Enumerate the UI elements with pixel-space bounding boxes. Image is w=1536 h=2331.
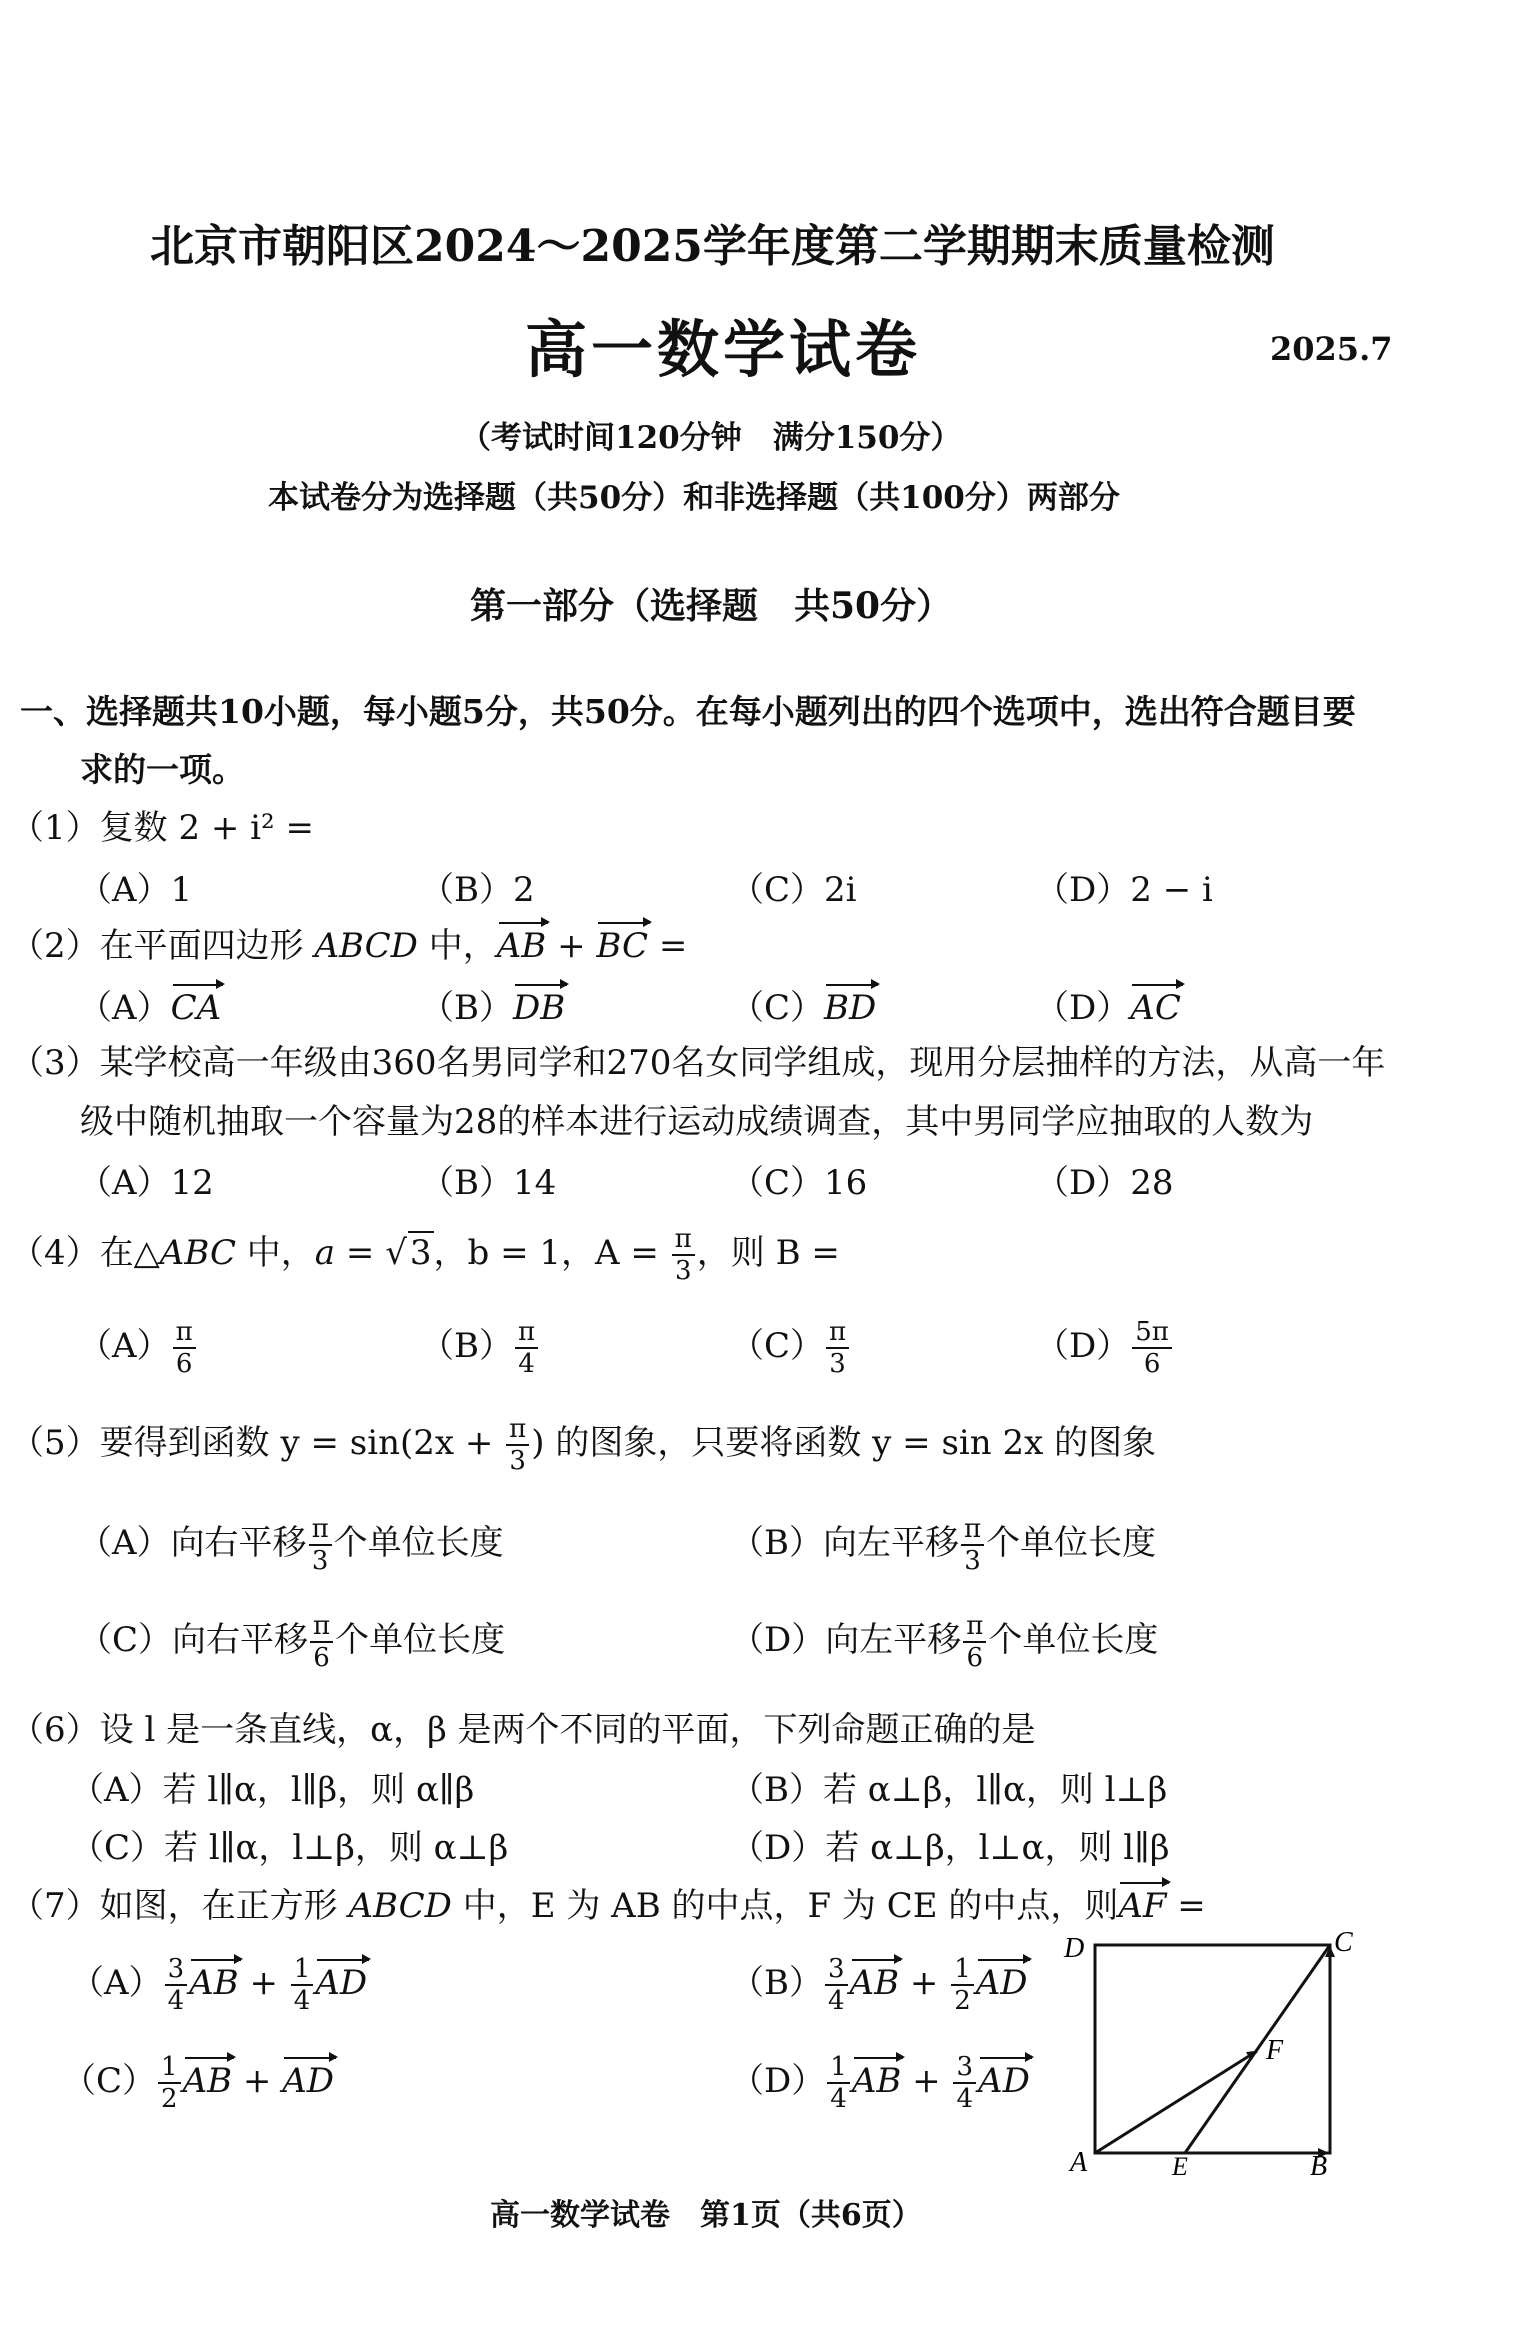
option-text: 个单位长度 [988, 1620, 1159, 1660]
q2-option-d[interactable] [1035, 980, 1181, 1029]
question-4: （4）在△ABC 中，a = √3，b = 1，A = $\frac{\pi}{3}$ ，则 B = [10, 1224, 840, 1286]
question-stem: 中，E 为 AB 的中点，F 为 CE 的中点，则 [451, 1886, 1119, 1926]
fraction [827, 2054, 850, 2112]
q3-option-b[interactable]: （B）14 [420, 1163, 557, 1203]
option-text: 向右平移 [170, 1523, 307, 1563]
vector-bd: BD [824, 988, 877, 1028]
sqrt-radicand: 3 [409, 1233, 432, 1273]
exam-date: 2025.7 [1270, 330, 1393, 368]
denominator: 2 [161, 2084, 178, 2114]
vector-ab: AB [189, 1963, 239, 2003]
question-number: （7） [10, 1886, 100, 1926]
numerator: π [963, 1613, 986, 1643]
q4-option-c[interactable] [730, 1318, 851, 1377]
option-text: 个单位长度 [333, 1523, 504, 1563]
numerator: π [310, 1613, 333, 1643]
option-label: （D） [730, 2061, 826, 2101]
numerator: π [309, 1516, 332, 1546]
question-number: （1） [10, 808, 100, 848]
fraction [506, 1416, 529, 1474]
square-abcd [1095, 1945, 1330, 2153]
vector-db: DB [513, 988, 566, 1028]
q5-option-c[interactable] [78, 1612, 505, 1671]
vector-af-arrow [1095, 2051, 1257, 2153]
option-text: 个单位长度 [986, 1523, 1157, 1563]
equals-sign: = [335, 1233, 386, 1273]
question-1 [10, 800, 314, 849]
square-name: ABCD [348, 1886, 452, 1926]
question-stem: ) 的图象，只要将函数 y = sin 2x 的图象 [531, 1423, 1157, 1463]
q2-option-c[interactable] [730, 980, 876, 1029]
question-stem: 如图，在正方形 [99, 1886, 349, 1926]
vector-ad: AD [315, 1963, 368, 2003]
denominator: 6 [966, 1643, 984, 1673]
q4-option-a[interactable] [78, 1318, 198, 1377]
question-6 [10, 1702, 1036, 1751]
denominator: 3 [509, 1446, 526, 1476]
numerator: 1 [827, 2054, 850, 2084]
q5-option-a[interactable] [78, 1515, 504, 1574]
denominator: 4 [828, 1986, 845, 2016]
option-label: （C） [78, 1620, 173, 1660]
q1-option-d[interactable]: （D）2 − i [1035, 870, 1213, 910]
q5-option-b[interactable] [730, 1515, 1156, 1574]
question-number: （3） [10, 1043, 100, 1083]
q7-option-b[interactable] [730, 1955, 1028, 2014]
denominator: 4 [830, 2084, 847, 2114]
vector-bc: BC [596, 926, 649, 966]
denominator: 6 [313, 1643, 330, 1673]
equals-sign: = [1166, 1886, 1206, 1926]
denominator: 3 [311, 1546, 329, 1576]
segment-ce [1185, 1945, 1330, 2153]
numerator: π [506, 1416, 529, 1446]
question-stem: 某学校高一年级由360名男同学和270名女同学组成，现用分层抽样的方法，从高一年 [99, 1043, 1386, 1083]
q1-option-c[interactable]: （C）2i [730, 870, 857, 910]
vector-ab: AB [851, 2061, 902, 2101]
denominator: 4 [518, 1349, 535, 1379]
fraction [963, 1613, 986, 1671]
q1-option-b[interactable]: （B）2 [420, 870, 535, 910]
option-label: （D） [730, 1620, 826, 1660]
denominator: 6 [1143, 1349, 1161, 1379]
triangle-name: ABC [159, 1233, 236, 1273]
section1-intro-cont: 求的一项。 [80, 750, 245, 789]
equals-sign: = [648, 926, 688, 966]
q3-option-d[interactable]: （D）28 [1035, 1163, 1174, 1203]
option-label: （D） [1035, 1326, 1131, 1366]
option-label: （D） [1035, 988, 1131, 1028]
fraction [515, 1319, 538, 1377]
option-label: （B） [730, 1963, 823, 2003]
option-text: 向左平移 [823, 1523, 959, 1563]
plus-sign: + [901, 2061, 952, 2101]
vector-ad: AD [975, 1963, 1028, 2003]
option-text: 向左平移 [825, 1620, 962, 1660]
numerator: 3 [825, 1956, 848, 1986]
denominator: 2 [954, 1986, 971, 2016]
fraction [953, 2054, 976, 2112]
page-title: 高一数学试卷 [525, 313, 922, 386]
option-label: （A） [78, 988, 171, 1028]
numerator: π [515, 1319, 538, 1349]
question-stem: ，b = 1，A = [433, 1233, 670, 1273]
question-stem: 在△ [99, 1233, 160, 1273]
question-5 [10, 1415, 1156, 1474]
fraction [672, 1226, 695, 1284]
q6-option-c[interactable]: （C）若 l∥α，l⊥β，则 α⊥β [70, 1828, 509, 1868]
q4-option-b[interactable] [420, 1318, 540, 1377]
question-3 [10, 1035, 1385, 1084]
fraction [961, 1516, 984, 1574]
denominator: 4 [956, 2084, 974, 2114]
fraction [173, 1319, 196, 1377]
numerator: 3 [953, 2054, 976, 2084]
option-label: （C） [62, 2061, 157, 2101]
numerator: 1 [158, 2054, 181, 2084]
label-a: A [1070, 2147, 1088, 2178]
q3-option-c[interactable]: （C）16 [730, 1163, 868, 1203]
exam-time-info: （考试时间120分钟 满分150分） [460, 420, 962, 456]
question-stem: ，则 B = [696, 1233, 840, 1273]
label-c: C [1334, 1927, 1353, 1958]
plus-sign: + [232, 2061, 283, 2101]
q7-option-d[interactable] [730, 2053, 1030, 2112]
option-label: （B） [420, 1326, 513, 1366]
vector-ad: AD [978, 2061, 1030, 2101]
square-figure [1050, 1925, 1353, 2182]
vector-ad: AD [282, 2061, 335, 2101]
label-f: F [1266, 2035, 1284, 2066]
fraction [310, 1613, 333, 1671]
question-number: （6） [10, 1710, 100, 1750]
numerator: 5π [1132, 1319, 1172, 1349]
q7-option-c[interactable] [62, 2053, 334, 2112]
question-2 [10, 918, 687, 967]
fraction [1132, 1319, 1172, 1377]
label-e: E [1172, 2152, 1188, 2181]
vector-ac: AC [1130, 988, 1181, 1028]
numerator: 1 [291, 1956, 314, 1986]
fraction [158, 2054, 181, 2112]
question-3-cont: 级中随机抽取一个容量为28的样本进行运动成绩调查，其中男同学应抽取的人数为 [80, 1102, 1314, 1142]
question-7 [10, 1878, 1206, 1927]
denominator: 3 [964, 1546, 981, 1576]
option-label: （B） [420, 988, 513, 1028]
option-label: （A） [78, 1523, 171, 1563]
q2-option-b[interactable] [420, 980, 565, 1029]
option-label: （C） [730, 988, 825, 1028]
denominator: 3 [674, 1256, 692, 1286]
numerator: π [672, 1226, 695, 1256]
numerator: π [961, 1516, 984, 1546]
q3-option-a[interactable]: （A）12 [78, 1163, 214, 1203]
q6-option-a[interactable]: （A）若 l∥α，l∥β，则 α∥β [70, 1770, 475, 1810]
part1-heading: 第一部分（选择题 共50分） [470, 585, 953, 627]
denominator: 4 [293, 1986, 311, 2016]
vector-ab: AB [496, 926, 547, 966]
exam-header-line: 北京市朝阳区2024～2025学年度第二学期期末质量检测 [150, 221, 1275, 272]
denominator: 4 [167, 1986, 185, 2016]
variable-a: a [314, 1233, 336, 1273]
numerator: π [826, 1319, 849, 1349]
option-text: 个单位长度 [335, 1620, 506, 1660]
question-stem: 中， [235, 1233, 315, 1273]
section1-intro: 一、选择题共10小题，每小题5分，共50分。在每小题列出的四个选项中，选出符合题目要 [20, 692, 1356, 731]
vector-ab: AB [849, 1963, 900, 2003]
q4-option-d[interactable] [1035, 1318, 1174, 1377]
question-number: （4） [10, 1233, 100, 1273]
plus-sign: + [546, 926, 597, 966]
plus-sign: + [238, 1963, 289, 2003]
numerator: π [173, 1319, 196, 1349]
question-stem: 要得到函数 y = sin(2x + [99, 1423, 505, 1463]
option-label: （C） [730, 1326, 825, 1366]
fraction [951, 1956, 974, 2014]
option-text: 向右平移 [172, 1620, 309, 1660]
question-stem: 设 l 是一条直线，α，β 是两个不同的平面，下列命题正确的是 [99, 1710, 1036, 1750]
fraction [165, 1956, 188, 2014]
question-stem: 中， [417, 926, 497, 966]
denominator: 6 [175, 1349, 193, 1379]
fraction [825, 1956, 848, 2014]
numerator: 1 [951, 1956, 974, 1986]
fraction [826, 1319, 849, 1377]
vector-af: AF [1118, 1886, 1167, 1926]
vector-ca: CA [170, 988, 222, 1028]
label-b: B [1310, 2151, 1328, 2182]
denominator: 3 [829, 1349, 846, 1379]
exam-structure: 本试卷分为选择题（共50分）和非选择题（共100分）两部分 [268, 480, 1120, 516]
q5-option-d[interactable] [730, 1612, 1158, 1671]
q6-option-d[interactable]: （D）若 α⊥β，l⊥α，则 l∥β [730, 1828, 1170, 1868]
question-stem: 在平面四边形 [99, 926, 315, 966]
option-label: （A） [70, 1963, 163, 2003]
question-stem: 复数 2 + i² = [99, 808, 314, 848]
vector-ab: AB [182, 2061, 233, 2101]
label-d: D [1064, 1933, 1085, 1964]
plus-sign: + [899, 1963, 950, 2003]
quadrilateral-name: ABCD [314, 926, 418, 966]
fraction [291, 1956, 314, 2014]
question-number: （2） [10, 926, 100, 966]
q2-option-a[interactable] [78, 980, 221, 1029]
option-label: （B） [730, 1523, 823, 1563]
q7-option-a[interactable] [70, 1955, 367, 2014]
q1-option-a[interactable]: （A）1 [78, 870, 193, 910]
numerator: 3 [165, 1956, 188, 1986]
question-number: （5） [10, 1423, 100, 1463]
q6-option-b[interactable]: （B）若 α⊥β，l∥α，则 l⊥β [730, 1770, 1168, 1810]
option-label: （A） [78, 1326, 171, 1366]
fraction [309, 1516, 332, 1574]
page-footer: 高一数学试卷 第1页（共6页） [490, 2198, 922, 2233]
